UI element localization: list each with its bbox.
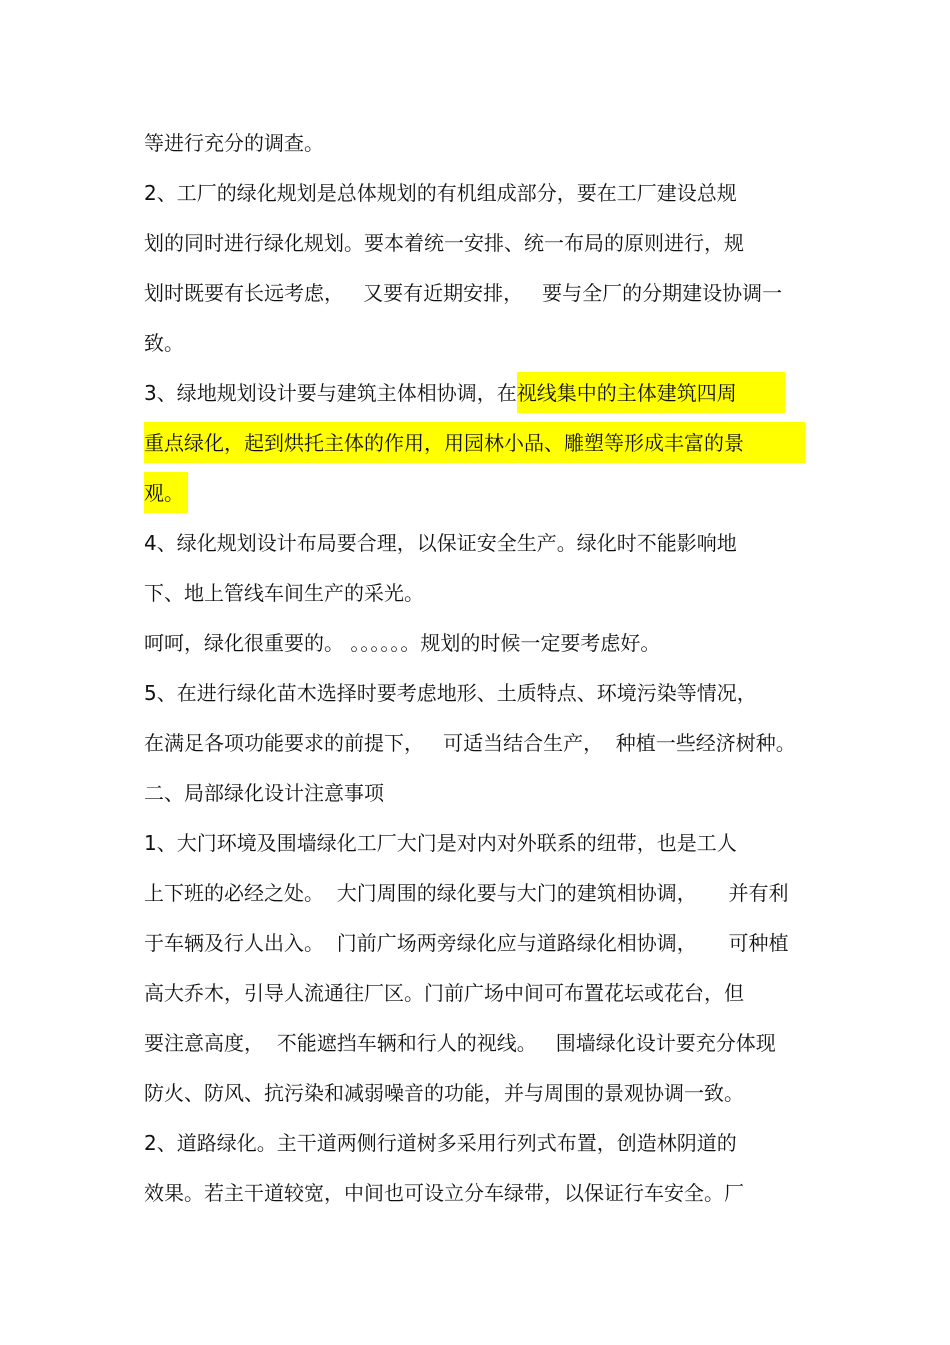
text-line-18: 高大乔木，引导人流通往厂区。门前广场中间可布置花坛或花台，但: [144, 981, 744, 1005]
text-line-16: 上下班的必经之处。 大门周围的绿化要与大门的建筑相协调， 并有利: [144, 881, 789, 905]
text-line-11: 呵呵，绿化很重要的。 。。。。。。规划的时候一定要考虑好。: [144, 631, 661, 655]
text-line-22: 效果。若主干道较宽，中间也可设立分车绿带，以保证行车安全。厂: [144, 1181, 744, 1205]
text-line-19: 要注意高度， 不能遮挡车辆和行人的视线。 围墙绿化设计要充分体现: [144, 1031, 776, 1055]
text-line-4: 划时既要有长远考虑， 又要有近期安排， 要与全厂的分期建设协调一: [144, 281, 783, 305]
highlighted-text: 观。: [144, 472, 188, 513]
text-line-20: 防火、防风、抗污染和减弱噪音的功能，并与周围的景观协调一致。: [144, 1081, 744, 1105]
text-line-8: [144, 480, 188, 513]
text-line-1: 等进行充分的调查。: [144, 131, 324, 155]
text-line-10: 下、地上管线车间生产的采光。: [144, 581, 424, 605]
text-line-15: 1、大门环境及围墙绿化工厂大门是对内对外联系的纽带，也是工人: [144, 831, 737, 855]
text-line-5: 致。: [144, 331, 184, 355]
text-line-21: 2、道路绿化。主干道两侧行道树多采用行列式布置，创造林阴道的: [144, 1131, 737, 1155]
highlighted-text: 重点绿化，起到烘托主体的作用，用园林小品、雕塑等形成丰富的景: [144, 422, 805, 463]
text-line-12: 5、在进行绿化苗木选择时要考虑地形、土质特点、环境污染等情况，: [144, 681, 757, 705]
highlighted-text: 视线集中的主体建筑四周: [517, 372, 785, 413]
text-line-9: 4、绿化规划设计布局要合理，以保证安全生产。绿化时不能影响地: [144, 531, 737, 555]
text-line-2: 2、工厂的绿化规划是总体规划的有机组成部分，要在工厂建设总规: [144, 181, 737, 205]
text-line-3: 划的同时进行绿化规划。要本着统一安排、统一布局的原则进行，规: [144, 231, 744, 255]
text-line-6: [144, 380, 785, 413]
section-heading: 二、局部绿化设计注意事项: [144, 781, 384, 805]
text-line-6-plain: 3、绿地规划设计要与建筑主体相协调，在: [144, 381, 517, 405]
text-line-17: 于车辆及行人出入。 门前广场两旁绿化应与道路绿化相协调， 可种植: [144, 931, 789, 955]
text-line-7: [144, 430, 805, 463]
text-line-13: 在满足各项功能要求的前提下， 可适当结合生产， 种植一些经济树种。: [144, 731, 796, 755]
